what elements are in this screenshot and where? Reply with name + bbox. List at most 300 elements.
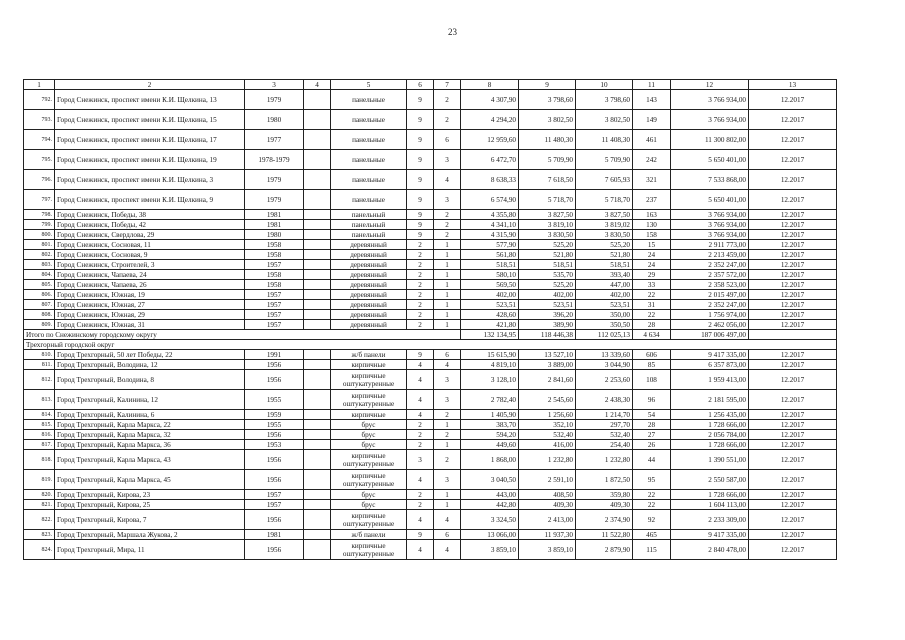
table-cell: 2 [434, 220, 461, 230]
table-cell: 802. [24, 250, 55, 260]
table-cell: панельные [331, 190, 407, 210]
table-cell: деревянный [331, 280, 407, 290]
table-cell: Город Трехгорный, Карла Маркса, 43 [55, 450, 245, 470]
table-cell: 2 [407, 260, 434, 270]
table-cell: 6 [434, 130, 461, 150]
table-cell: 408,50 [519, 490, 576, 500]
table-cell: 12.2017 [749, 290, 837, 300]
table-cell: 594,20 [461, 430, 519, 440]
table-cell: 1956 [245, 430, 304, 440]
table-cell: 1955 [245, 390, 304, 410]
table-row [24, 470, 837, 490]
header-row [24, 80, 837, 90]
table-cell: 27 [633, 430, 671, 440]
table-cell: 7 605,93 [576, 170, 633, 190]
section-row [24, 340, 837, 350]
table-cell: 1956 [245, 540, 304, 560]
table-cell: 5 650 401,00 [671, 150, 749, 170]
column-number-cell: 5 [331, 80, 407, 90]
table-cell: брус [331, 430, 407, 440]
table-cell: 85 [633, 360, 671, 370]
table-cell: 800. [24, 230, 55, 240]
table-cell: 12.2017 [749, 500, 837, 510]
table-cell: 5 709,90 [519, 150, 576, 170]
table-cell: 22 [633, 490, 671, 500]
table-cell: 12.2017 [749, 370, 837, 390]
table-cell: 6 [434, 530, 461, 540]
table-cell: 6 [434, 350, 461, 360]
table-cell: Город Трехгорный, Володина, 8 [55, 370, 245, 390]
table-cell: 1 [434, 420, 461, 430]
table-cell: 806. [24, 290, 55, 300]
table-cell: 461 [633, 130, 671, 150]
table-cell: 15 615,90 [461, 350, 519, 360]
table-cell: 808. [24, 310, 55, 320]
table-cell: 807. [24, 300, 55, 310]
table-cell [304, 290, 331, 300]
table-row [24, 130, 837, 150]
table-cell: 158 [633, 230, 671, 240]
table-cell: 12.2017 [749, 190, 837, 210]
table-cell: 523,51 [519, 300, 576, 310]
column-number-cell: 2 [55, 80, 245, 90]
table-cell: 3 128,10 [461, 370, 519, 390]
table-row [24, 210, 837, 220]
table-cell: 818. [24, 450, 55, 470]
column-number-cell: 1 [24, 80, 55, 90]
table-cell: Город Снежинск, Чапаева, 24 [55, 270, 245, 280]
table-cell [304, 320, 331, 330]
table-cell: 1 959 413,00 [671, 370, 749, 390]
table-cell: панельные [331, 110, 407, 130]
table-cell: 4 [407, 360, 434, 370]
table-cell: 561,80 [461, 250, 519, 260]
table-cell: 9 [407, 150, 434, 170]
table-cell: кирпичные [331, 410, 407, 420]
table-cell: 95 [633, 470, 671, 490]
table-row [24, 420, 837, 430]
table-cell: 7 533 868,00 [671, 170, 749, 190]
table-cell: 237 [633, 190, 671, 210]
table-cell: 1980 [245, 230, 304, 240]
table-cell [304, 370, 331, 390]
table-row [24, 90, 837, 110]
total-cell [749, 330, 837, 340]
table-cell: 149 [633, 110, 671, 130]
table-cell: 2 253,60 [576, 370, 633, 390]
table-cell: 163 [633, 210, 671, 220]
table-cell: Город Снежинск, Свердлова, 29 [55, 230, 245, 240]
table-cell: 2 438,30 [576, 390, 633, 410]
table-cell: 26 [633, 440, 671, 450]
table-cell: 2 [407, 240, 434, 250]
table-cell: 1 [434, 290, 461, 300]
table-cell: 24 [633, 260, 671, 270]
table-cell: 383,70 [461, 420, 519, 430]
table-cell: кирпичные оштукатуренные [331, 470, 407, 490]
table-cell: 796. [24, 170, 55, 190]
table-cell: 2 [434, 410, 461, 420]
table-cell: 1 756 974,00 [671, 310, 749, 320]
table-cell: 12.2017 [749, 150, 837, 170]
table-cell: 6 357 873,00 [671, 360, 749, 370]
table-cell: 2 [407, 440, 434, 450]
table-cell: Город Снежинск, Победы, 38 [55, 210, 245, 220]
table-cell: 803. [24, 260, 55, 270]
table-cell: 4 [434, 540, 461, 560]
table-cell: 242 [633, 150, 671, 170]
table-cell: панельный [331, 230, 407, 240]
table-cell: 2 591,10 [519, 470, 576, 490]
table-cell: 6 472,70 [461, 150, 519, 170]
table-cell: 12.2017 [749, 280, 837, 290]
table-cell: Город Трехгорный, Карла Маркса, 45 [55, 470, 245, 490]
table-row [24, 350, 837, 360]
table-cell: 1 405,90 [461, 410, 519, 420]
table-cell [304, 280, 331, 290]
table-cell: 115 [633, 540, 671, 560]
table-cell: Город Снежинск, Южная, 19 [55, 290, 245, 300]
table-cell: 4 [434, 510, 461, 530]
table-cell: 1 256 435,00 [671, 410, 749, 420]
table-cell: 12.2017 [749, 260, 837, 270]
table-row [24, 300, 837, 310]
column-number-cell: 7 [434, 80, 461, 90]
table-cell: ж/б панели [331, 530, 407, 540]
table-cell: панельный [331, 210, 407, 220]
table-cell: 2 [407, 320, 434, 330]
table-cell: 813. [24, 390, 55, 410]
table-cell: 402,00 [461, 290, 519, 300]
column-number-cell: 6 [407, 80, 434, 90]
table-cell: 409,30 [519, 500, 576, 510]
table-cell: 4 [407, 370, 434, 390]
table-cell: 2 782,40 [461, 390, 519, 410]
table-cell: кирпичные [331, 360, 407, 370]
table-cell: 822. [24, 510, 55, 530]
table-cell: 532,40 [519, 430, 576, 440]
table-cell: 4 [407, 390, 434, 410]
table-cell: 1 728 666,00 [671, 440, 749, 450]
table-cell: 801. [24, 240, 55, 250]
table-cell: 9 [407, 110, 434, 130]
table-cell: Город Трехгорный, Маршала Жукова, 2 [55, 530, 245, 540]
table-cell: 4 [407, 470, 434, 490]
section-title: Трехгорный городской округ [24, 340, 837, 350]
table-cell: 3 889,00 [519, 360, 576, 370]
table-cell: 22 [633, 310, 671, 320]
table-row [24, 440, 837, 450]
table-cell: 809. [24, 320, 55, 330]
table-cell: 2 [407, 430, 434, 440]
table-cell: деревянный [331, 270, 407, 280]
table-cell: 1957 [245, 310, 304, 320]
table-cell: 5 709,90 [576, 150, 633, 170]
table-cell: 443,00 [461, 490, 519, 500]
table-cell: 1956 [245, 470, 304, 490]
table-cell: 518,51 [576, 260, 633, 270]
table-row [24, 390, 837, 410]
table-cell: 2 879,90 [576, 540, 633, 560]
table-cell: 532,40 [576, 430, 633, 440]
table-cell: 12.2017 [749, 420, 837, 430]
table-cell: 4 819,10 [461, 360, 519, 370]
table-cell: 820. [24, 490, 55, 500]
table-cell: 3 [407, 450, 434, 470]
table-cell: кирпичные оштукатуренные [331, 540, 407, 560]
table-cell: деревянный [331, 240, 407, 250]
table-cell: 13 066,00 [461, 530, 519, 540]
table-cell: 606 [633, 350, 671, 360]
table-cell: 1980 [245, 110, 304, 130]
table-cell: Город Снежинск, Чапаева, 26 [55, 280, 245, 290]
table-cell: 3 798,60 [576, 90, 633, 110]
table-cell: 1957 [245, 260, 304, 270]
table-cell: 792. [24, 90, 55, 110]
table-row [24, 410, 837, 420]
table-cell: 1 [434, 270, 461, 280]
table-cell: панельный [331, 220, 407, 230]
table-cell: 9 [407, 90, 434, 110]
table-cell: 794. [24, 130, 55, 150]
table-cell: 130 [633, 220, 671, 230]
table-row [24, 450, 837, 470]
table-cell: 402,00 [519, 290, 576, 300]
table-cell: 9 417 335,00 [671, 350, 749, 360]
table-cell: 7 618,50 [519, 170, 576, 190]
table-cell: 3 [434, 390, 461, 410]
table-cell: 2 357 572,00 [671, 270, 749, 280]
table-cell [304, 240, 331, 250]
table-cell: 1958 [245, 270, 304, 280]
table-cell [304, 430, 331, 440]
table-cell: 1 232,80 [519, 450, 576, 470]
table-cell [304, 510, 331, 530]
table-row [24, 250, 837, 260]
table-cell: 1 728 666,00 [671, 490, 749, 500]
table-cell: 1991 [245, 350, 304, 360]
table-cell: 1 214,70 [576, 410, 633, 420]
table-cell: 12.2017 [749, 470, 837, 490]
table-cell: Город Снежинск, Победы, 42 [55, 220, 245, 230]
table-cell: 2 841,60 [519, 370, 576, 390]
table-cell: 13 527,10 [519, 350, 576, 360]
table-cell: 3 [434, 150, 461, 170]
table-cell: 2 [407, 280, 434, 290]
table-cell: 1957 [245, 290, 304, 300]
table-cell: 1 728 666,00 [671, 420, 749, 430]
table-cell: 3 859,10 [461, 540, 519, 560]
table-cell: 1981 [245, 220, 304, 230]
table-cell: кирпичные оштукатуренные [331, 510, 407, 530]
table-cell: 2 413,00 [519, 510, 576, 530]
table-cell: 449,60 [461, 440, 519, 450]
table-row [24, 290, 837, 300]
table-cell: Город Трехгорный, Кирова, 23 [55, 490, 245, 500]
table-cell: 1 [434, 260, 461, 270]
table-cell [304, 130, 331, 150]
table-cell: 3 766 934,00 [671, 90, 749, 110]
table-cell: 1 604 113,00 [671, 500, 749, 510]
table-cell [304, 360, 331, 370]
table-cell: 2 [407, 300, 434, 310]
table-cell [304, 90, 331, 110]
table-cell: 3 044,90 [576, 360, 633, 370]
table-row [24, 490, 837, 500]
table-cell: 12.2017 [749, 240, 837, 250]
table-cell: 389,90 [519, 320, 576, 330]
table-cell: 811. [24, 360, 55, 370]
table-cell: деревянный [331, 320, 407, 330]
table-cell: 12.2017 [749, 410, 837, 420]
table-cell [304, 490, 331, 500]
table-cell: 4 [407, 510, 434, 530]
table-cell: 12.2017 [749, 530, 837, 540]
table-row [24, 270, 837, 280]
table-cell: 5 718,70 [519, 190, 576, 210]
table-cell: 2 181 595,00 [671, 390, 749, 410]
table-cell: кирпичные оштукатуренные [331, 450, 407, 470]
table-cell: 4 315,90 [461, 230, 519, 240]
table-cell: 416,00 [519, 440, 576, 450]
table-cell: 465 [633, 530, 671, 540]
table-cell: 4 [407, 410, 434, 420]
table-cell: Город Снежинск, Строителей, 3 [55, 260, 245, 270]
table-cell [304, 270, 331, 280]
table-row [24, 110, 837, 130]
table-cell: 3 802,50 [519, 110, 576, 130]
table-cell: Город Трехгорный, Карла Маркса, 36 [55, 440, 245, 450]
total-cell: 112 025,13 [576, 330, 633, 340]
table-cell: 4 [407, 540, 434, 560]
table-cell: 1956 [245, 510, 304, 530]
table-row [24, 360, 837, 370]
table-cell [304, 310, 331, 320]
table-cell: 9 [407, 220, 434, 230]
table-cell: 2 [407, 490, 434, 500]
table-cell: 2 015 497,00 [671, 290, 749, 300]
table-cell: 3 [434, 190, 461, 210]
table-row [24, 370, 837, 390]
table-cell: 409,30 [576, 500, 633, 510]
table-cell: 402,00 [576, 290, 633, 300]
table-cell: 5 650 401,00 [671, 190, 749, 210]
table-cell: 3 040,50 [461, 470, 519, 490]
table-row [24, 240, 837, 250]
table-cell: Город Снежинск, проспект имени К.И. Щелкина, 9 [55, 190, 245, 210]
table-cell: Город Трехгорный, Володина, 12 [55, 360, 245, 370]
page-number: 23 [448, 27, 457, 37]
table-cell: 2 352 247,00 [671, 300, 749, 310]
table-cell: 1958 [245, 250, 304, 260]
table-cell: 31 [633, 300, 671, 310]
table-cell: 2 [407, 500, 434, 510]
table-cell: 3 766 934,00 [671, 210, 749, 220]
table-cell: 12.2017 [749, 510, 837, 530]
table-cell: Город Снежинск, Южная, 31 [55, 320, 245, 330]
table-row [24, 190, 837, 210]
table-cell: 393,40 [576, 270, 633, 280]
table-row [24, 220, 837, 230]
table-cell: 12.2017 [749, 440, 837, 450]
table-cell: 4 [434, 170, 461, 190]
table-cell: 11 408,30 [576, 130, 633, 150]
table-cell: 795. [24, 150, 55, 170]
table-cell: 3 [434, 470, 461, 490]
table-cell: 821. [24, 500, 55, 510]
table-cell: 11 522,80 [576, 530, 633, 540]
table-cell: кирпичные оштукатуренные [331, 390, 407, 410]
table-cell: 421,80 [461, 320, 519, 330]
table-cell: 569,50 [461, 280, 519, 290]
table-cell: 1957 [245, 500, 304, 510]
table-cell: 143 [633, 90, 671, 110]
table-cell: 525,20 [519, 280, 576, 290]
table-cell [304, 390, 331, 410]
table-cell: 2 462 056,00 [671, 320, 749, 330]
table-cell: Город Трехгорный, Кирова, 25 [55, 500, 245, 510]
table-cell: 2 [407, 310, 434, 320]
table-cell: 1 390 551,00 [671, 450, 749, 470]
table-cell: 96 [633, 390, 671, 410]
table-cell: 1957 [245, 320, 304, 330]
table-cell: 12.2017 [749, 210, 837, 220]
table-cell: 4 355,80 [461, 210, 519, 220]
table-cell: 12.2017 [749, 320, 837, 330]
table-cell: 1979 [245, 190, 304, 210]
table-cell: 2 [434, 450, 461, 470]
table-cell: Город Снежинск, проспект имени К.И. Щелкина, 19 [55, 150, 245, 170]
table-cell: 2 352 247,00 [671, 260, 749, 270]
table-cell: 22 [633, 500, 671, 510]
table-cell: 9 [407, 130, 434, 150]
table-cell: 12.2017 [749, 310, 837, 320]
table-cell: 350,00 [576, 310, 633, 320]
table-cell: Город Снежинск, проспект имени К.И. Щелкина, 15 [55, 110, 245, 130]
table-cell: 535,70 [519, 270, 576, 280]
table-cell: 523,51 [461, 300, 519, 310]
table-cell: деревянный [331, 300, 407, 310]
table-cell: 814. [24, 410, 55, 420]
table-cell: 9 417 335,00 [671, 530, 749, 540]
column-number-cell: 12 [671, 80, 749, 90]
table-row [24, 260, 837, 270]
table-cell: 12.2017 [749, 130, 837, 150]
table-row [24, 150, 837, 170]
table-cell: 815. [24, 420, 55, 430]
table-cell: 359,80 [576, 490, 633, 500]
table-cell: 12.2017 [749, 430, 837, 440]
table-cell: 1 868,00 [461, 450, 519, 470]
table-cell: 5 718,70 [576, 190, 633, 210]
table-cell: 2 [434, 110, 461, 130]
table-cell: деревянный [331, 310, 407, 320]
table-cell [304, 250, 331, 260]
table-cell: 1953 [245, 440, 304, 450]
table-cell: 2 [434, 90, 461, 110]
column-number-cell: 4 [304, 80, 331, 90]
table-cell [304, 110, 331, 130]
table-cell: 3 819,10 [519, 220, 576, 230]
table-cell: 33 [633, 280, 671, 290]
table-cell: Город Трехгорный, 50 лет Победы, 22 [55, 350, 245, 360]
table-cell: ж/б панели [331, 350, 407, 360]
table-cell: 1 [434, 310, 461, 320]
table-cell: 9 [407, 230, 434, 240]
table-cell: 2 545,60 [519, 390, 576, 410]
table-cell: 3 827,50 [576, 210, 633, 220]
table-cell: 817. [24, 440, 55, 450]
